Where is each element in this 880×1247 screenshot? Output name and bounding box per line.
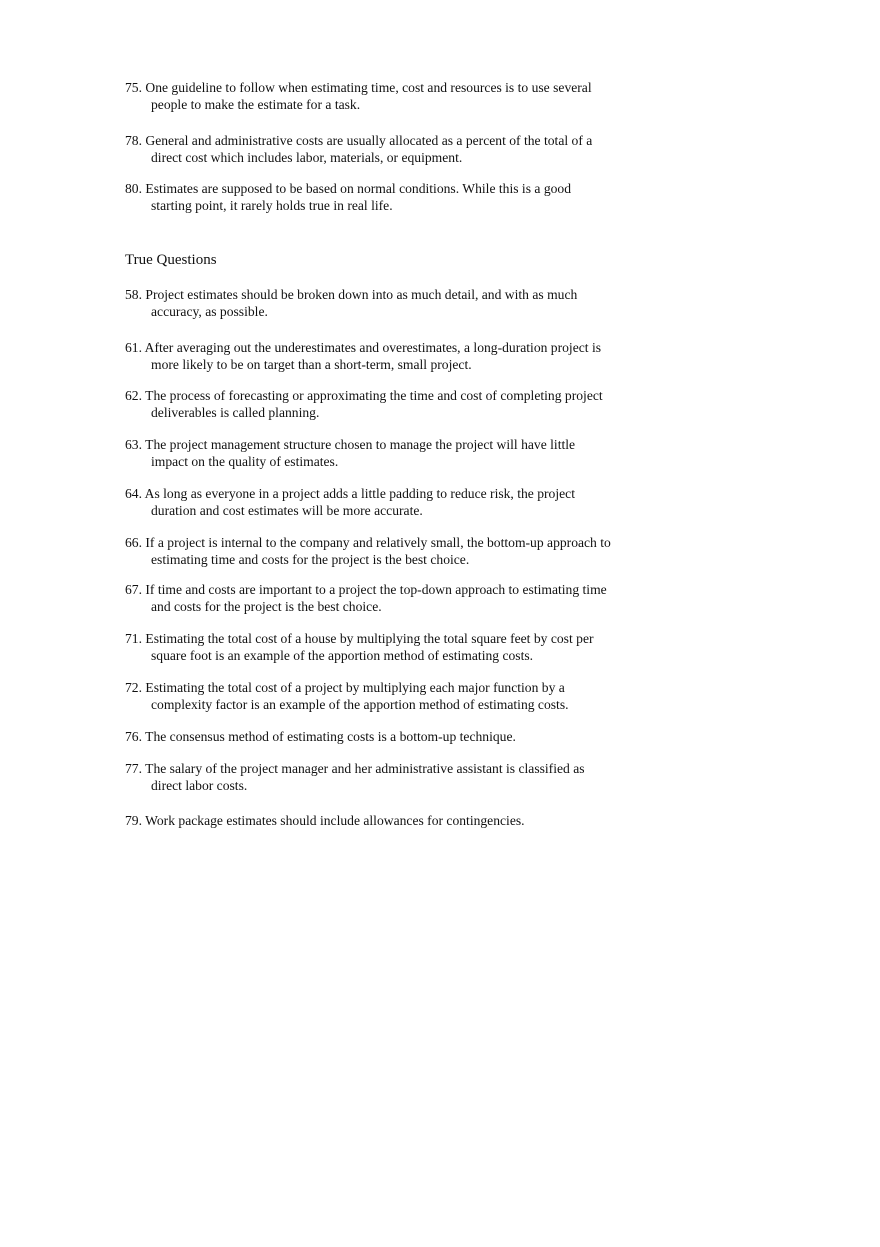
question-line: and costs for the project is the best choice. xyxy=(151,599,382,614)
question-line: 62. The process of forecasting or approximating the time and cost of completing project xyxy=(125,388,603,403)
question-line: square foot is an example of the apportion method of estimating costs. xyxy=(151,648,534,663)
question-line: 80. Estimates are supposed to be based on normal conditions. While this is a good xyxy=(125,181,572,196)
question-58 xyxy=(125,286,665,320)
question-line: 61. After averaging out the underestimates and overestimates, a long-duration project is xyxy=(125,340,602,355)
question-72 xyxy=(125,679,665,713)
question-77 xyxy=(125,760,665,794)
question-line: duration and cost estimates will be more accurate. xyxy=(151,503,423,518)
question-line: 67. If time and costs are important to a project the top-down approach to estimating time xyxy=(125,582,607,597)
question-line: starting point, it rarely holds true in real life. xyxy=(151,198,393,213)
question-66 xyxy=(125,534,665,568)
question-line: accuracy, as possible. xyxy=(151,304,268,319)
question-67 xyxy=(125,581,665,615)
question-line: 76. The consensus method of estimating costs is a bottom-up technique. xyxy=(125,729,516,744)
question-64 xyxy=(125,485,665,519)
question-71 xyxy=(125,630,665,664)
question-line: 71. Estimating the total cost of a house by multiplying the total square feet by cost per xyxy=(125,631,594,646)
question-63 xyxy=(125,436,665,470)
question-line: 72. Estimating the total cost of a project by multiplying each major function by a xyxy=(125,680,565,695)
question-line: people to make the estimate for a task. xyxy=(151,97,361,112)
section-heading: True Questions xyxy=(125,252,217,268)
question-line: 75. One guideline to follow when estimating time, cost and resources is to use several xyxy=(125,80,592,95)
question-80 xyxy=(125,180,665,214)
question-line: 66. If a project is internal to the company and relatively small, the bottom-up approach to xyxy=(125,535,611,550)
question-line: direct cost which includes labor, materials, or equipment. xyxy=(151,150,463,165)
question-78 xyxy=(125,132,665,166)
question-line: 63. The project management structure chosen to manage the project will have little xyxy=(125,437,576,452)
question-line: 78. General and administrative costs are usually allocated as a percent of the total of a xyxy=(125,133,593,148)
question-line: 64. As long as everyone in a project adds a little padding to reduce risk, the project xyxy=(125,486,575,501)
question-line: more likely to be on target than a short-term, small project. xyxy=(151,357,472,372)
question-line: 79. Work package estimates should include allowances for contingencies. xyxy=(125,813,525,828)
question-62 xyxy=(125,387,665,421)
question-line: direct labor costs. xyxy=(151,778,248,793)
question-line: impact on the quality of estimates. xyxy=(151,454,339,469)
question-61 xyxy=(125,339,665,373)
question-76 xyxy=(125,728,665,745)
question-line: 58. Project estimates should be broken down into as much detail, and with as much xyxy=(125,287,578,302)
question-line: deliverables is called planning. xyxy=(151,405,320,420)
question-line: 77. The salary of the project manager and her administrative assistant is classified as xyxy=(125,761,585,776)
question-75 xyxy=(125,79,665,113)
question-line: estimating time and costs for the project is the best choice. xyxy=(151,552,470,567)
question-79 xyxy=(125,812,665,829)
question-line: complexity factor is an example of the apportion method of estimating costs. xyxy=(151,697,569,712)
